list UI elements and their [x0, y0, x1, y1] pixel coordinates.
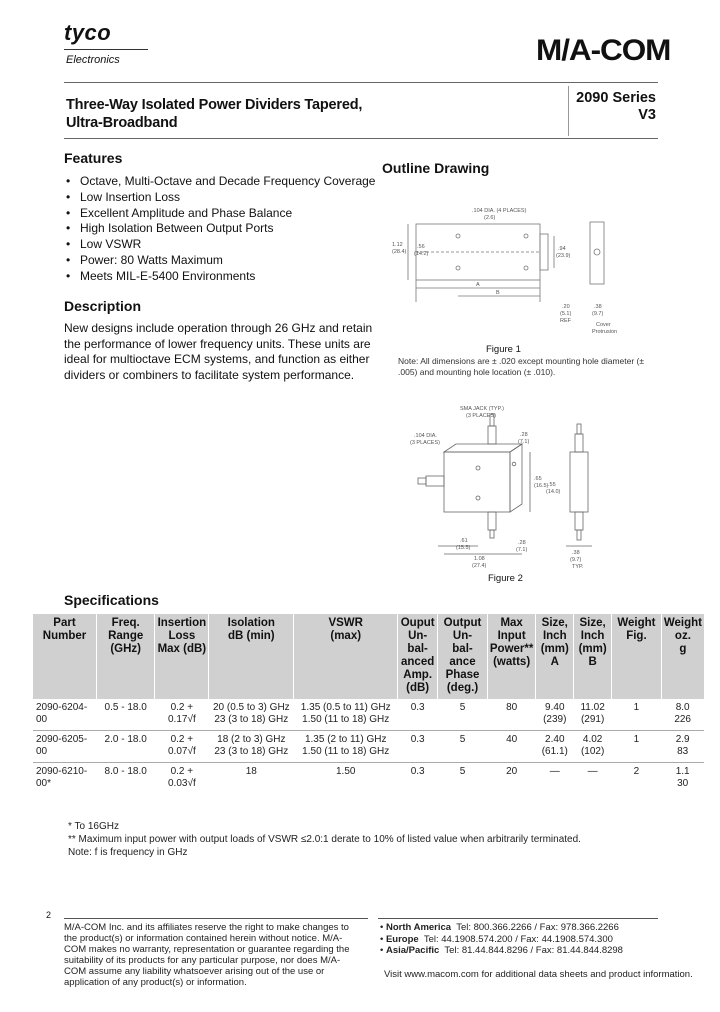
fig2-top-face: [444, 444, 522, 452]
fig2-hole-places: (3 PLACES): [410, 440, 440, 446]
cell-weight-oz: 1.1 30: [661, 763, 704, 795]
fig2-connector-bottom: [488, 512, 496, 530]
contact-text: Tel: 44.1908.574.200 / Fax: 44.1908.574.300: [423, 933, 613, 945]
contact-region: North America: [385, 922, 452, 933]
fig1-hole: [456, 266, 460, 270]
tyco-logo-subtitle: Electronics: [66, 54, 120, 66]
contact-north-america: • North America Tel: 800.366.2266 / Fax: 978.366.2266: [380, 922, 619, 933]
outline-figure-1: [392, 202, 652, 340]
fig1-dim3: .94: [558, 246, 566, 252]
cell-part-number: 2090-6210-00*: [33, 763, 96, 795]
fig1-protrusion-2: Protrusion: [592, 329, 618, 335]
col-unbalance-phase: Output Un- bal- ance Phase (deg.): [438, 614, 488, 699]
fig2-sma-label: SMA JACK (TYP.): [460, 406, 504, 412]
contact-text: Tel: 81.44.844.8296 / Fax: 81.44.844.8298: [444, 945, 623, 956]
description-text: New designs include operation through 26 GHz and retain the performance of lower frequency units. These units are ideal for multioctave ECM systems, and function as either dividers or combiners to facilitate system performance.: [64, 321, 373, 382]
contact-text: Tel: 800.366.2266 / Fax: 978.366.2266: [456, 922, 619, 933]
series-version: V3: [638, 107, 656, 123]
fig2-d6-mm: (7.1): [516, 547, 528, 553]
page-number: 2: [46, 910, 52, 920]
feature-text: Octave, Multi-Octave and Decade Frequency Coverage: [80, 174, 376, 188]
figure-1-caption: Figure 1: [486, 344, 521, 355]
feature-text: Excellent Amplitude and Phase Balance: [80, 205, 293, 220]
feature-item: [64, 190, 375, 206]
col-isolation: Isolation dB (min): [209, 614, 294, 699]
cell-insertion-loss: 0.2 + 0.07√f: [155, 731, 209, 763]
cell-insertion-loss: 0.2 + 0.17√f: [168, 702, 196, 725]
fig1-protrusion-1: Cover: [596, 322, 611, 328]
feature-text: Meets MIL-E-5400 Environments: [80, 268, 256, 283]
fig2-connector-top: [488, 426, 496, 444]
cell-part-number: 2090-6205-00: [33, 731, 96, 763]
feature-text: Low Insertion Loss: [80, 189, 181, 204]
fig2-sma-places: (3 PLACES): [466, 413, 496, 419]
footer-rule-left: [64, 918, 368, 919]
fig1-cover: [540, 234, 548, 270]
fig2-d4: .61: [460, 538, 468, 544]
fig1-dim1-mm: (28.4): [392, 249, 407, 255]
fig1-dim3-mm: (23.9): [556, 253, 571, 259]
cell-isolation: 20 (0.5 to 3) GHz 23 (3 to 18) GHz: [212, 702, 290, 725]
cell-vswr: 1.35 (0.5 to 11) GHz 1.50 (11 to 18) GHz: [300, 702, 391, 725]
footer-rule-right: [378, 918, 658, 919]
note-2: ** Maximum input power with output loads of VSWR ≤2.0:1 derate to 10% of listed value when arbitrarily terminated.: [68, 834, 581, 845]
feature-item: [64, 253, 375, 269]
cell-part-number: 2090-6204-00: [36, 702, 88, 725]
specifications-heading: Specifications: [64, 592, 159, 608]
series-name: 2090 Series: [576, 90, 656, 106]
footer-contacts: [380, 922, 623, 957]
col-part-number: Part Number: [33, 614, 96, 699]
col-freq-range: Freq. Range (GHz): [96, 614, 154, 699]
cell-isolation: 18 (2 to 3) GHz 23 (3 to 18) GHz: [209, 731, 294, 763]
tyco-logo: tyco: [64, 20, 112, 45]
cell-size-a: 2.40 (61.1): [536, 731, 574, 763]
bullet-icon: •: [66, 221, 71, 236]
header-divider: [64, 82, 658, 83]
bullet-icon: •: [66, 252, 71, 267]
fig2-d1-mm: (7.1): [518, 439, 530, 445]
series-label: [576, 90, 656, 124]
col-insertion-loss: Insertion Loss Max (dB): [155, 614, 209, 699]
table-row: [33, 731, 704, 763]
fig2-hole-label: .104 DIA.: [414, 433, 437, 439]
specifications-table: [33, 614, 704, 794]
cell-size-b: 11.02 (291): [580, 702, 605, 725]
col-weight-fig: Weight Fig.: [612, 614, 662, 699]
contact-region: Asia/Pacific: [385, 945, 440, 956]
fig2-d7-mm: (9.7): [570, 557, 582, 563]
page-title: [66, 96, 406, 132]
fig1-dim-b: B: [496, 290, 500, 296]
fig2-d1: .28: [520, 432, 528, 438]
note-1: * To 16GHz: [68, 821, 119, 832]
fig2-front-face: [444, 452, 510, 512]
feature-item: [64, 206, 375, 222]
fig1-dim4-mm: (5.1): [560, 311, 572, 317]
fig2-d3-mm: (14.0): [546, 489, 561, 495]
cell-size-b: —: [574, 763, 612, 795]
contact-asia-pacific: • Asia/Pacific Tel: 81.44.844.8296 / Fax: 81.44.844.8298: [380, 945, 623, 956]
col-vswr: VSWR (max): [294, 614, 398, 699]
outline-figure-2: [398, 404, 660, 570]
cell-power: 20: [487, 763, 535, 795]
col-size-b: Size, Inch (mm) B: [574, 614, 612, 699]
fig2-d2: .65: [534, 476, 542, 482]
table-header-row: [33, 614, 704, 699]
fig2-d7: .38: [572, 550, 580, 556]
footer-disclaimer: M/A-COM Inc. and its affiliates reserve the right to make changes to the product(s) or information contained herein without notice. M/A-COM makes no warranty, representation or guarantee regarding the suitability of its products for any particular purpose, nor does M/A-COM assume any liability whatsoever arising out of the use or application of any product(s) or information.: [64, 922, 350, 988]
fig2-connector-left: [426, 476, 444, 486]
col-size-a: Size, Inch (mm) A: [536, 614, 574, 699]
contact-europe: • Europe Tel: 44.1908.574.200 / Fax: 44.1908.574.300: [380, 933, 613, 945]
contact-region: Europe: [385, 933, 419, 945]
fig2-d6: .28: [518, 540, 526, 546]
fig2-side-face: [510, 444, 522, 512]
outline-heading: Outline Drawing: [382, 160, 490, 176]
fig2-d5: 1.08: [474, 556, 485, 562]
table-row: [33, 763, 704, 795]
bullet-icon: •: [66, 205, 71, 220]
feature-item: [64, 237, 375, 253]
feature-text: Low VSWR: [80, 237, 142, 252]
feature-text: Power: 80 Watts Maximum: [80, 252, 223, 267]
fig1-dim-a: A: [476, 282, 480, 288]
cell-insertion-loss: 0.2 + 0.03√f: [155, 763, 209, 795]
features-heading: Features: [64, 150, 123, 166]
cell-weight-fig: 2: [612, 763, 662, 795]
cell-phase: 5: [438, 763, 488, 795]
fig1-ref: REF: [560, 318, 571, 324]
cell-size-a: —: [536, 763, 574, 795]
macom-logo: M/A-COM: [536, 34, 671, 67]
cell-vswr: 1.35 (2 to 11) GHz 1.50 (11 to 18) GHz: [294, 731, 398, 763]
cell-size-b: 4.02 (102): [574, 731, 612, 763]
fig2-d3: .55: [548, 482, 556, 488]
fig1-dim2-mm: (14.2): [414, 251, 429, 257]
cell-weight-oz: 8.0 226: [674, 702, 691, 725]
fig1-dim5: .38: [594, 304, 602, 310]
cell-isolation: 18: [209, 763, 294, 795]
cell-weight-oz: 2.9 83: [661, 731, 704, 763]
logo-rule: [64, 49, 148, 50]
fig1-dim2: .56: [417, 244, 425, 250]
fig2-d5-mm: (27.4): [472, 563, 487, 569]
col-max-power: Max Input Power** (watts): [487, 614, 535, 699]
title-line-2: Ultra-Broadband: [66, 115, 178, 131]
features-list: [64, 174, 375, 285]
specification-notes: [68, 820, 581, 859]
feature-item: [64, 221, 375, 237]
title-line-1: Three-Way Isolated Power Dividers Tapered,: [66, 97, 363, 113]
cell-size-a: 9.40 (239): [543, 702, 567, 725]
bullet-icon: •: [66, 268, 71, 283]
figure-2-caption: Figure 2: [488, 573, 523, 584]
feature-item: [64, 174, 375, 190]
cell-freq: 8.0 - 18.0: [96, 763, 154, 795]
fig1-hole-label: .104 DIA. (4 PLACES): [472, 208, 527, 214]
fig1-dim1: 1.12: [392, 242, 403, 248]
fig1-dim5-mm: (9.7): [592, 311, 604, 317]
col-weight-oz: Weight oz. g: [661, 614, 704, 699]
cell-phase: 5: [459, 702, 466, 713]
cell-amp: 0.3: [398, 763, 438, 795]
fig1-side-view: [590, 222, 604, 284]
feature-text: High Isolation Between Output Ports: [80, 221, 274, 236]
fig1-hole: [524, 266, 528, 270]
cell-power: 80: [506, 702, 518, 713]
fig1-hole-mm: (2.6): [484, 215, 496, 221]
series-box: [568, 86, 658, 136]
bullet-icon: •: [66, 237, 71, 252]
cell-freq: 2.0 - 18.0: [96, 731, 154, 763]
cell-amp: 0.3: [398, 731, 438, 763]
figure-1-note: Note: All dimensions are ± .020 except mounting hole diameter (± .005) and mounting hole location (± .010).: [398, 356, 645, 377]
title-divider: [64, 138, 658, 139]
note-3: Note: f is frequency in GHz: [68, 847, 188, 858]
footer-visit-link[interactable]: Visit www.macom.com for additional data sheets and product information.: [384, 969, 693, 980]
fig2-d4-mm: (15.5): [456, 545, 471, 551]
bullet-icon: •: [66, 174, 71, 188]
fig2-d2-mm: (16.5): [534, 483, 549, 489]
feature-item: [64, 269, 375, 285]
bullet-icon: •: [66, 189, 71, 204]
cell-freq: 0.5 - 18.0: [104, 702, 147, 713]
description-heading: Description: [64, 298, 142, 314]
cell-phase: 5: [438, 731, 488, 763]
fig1-dim4: .20: [562, 304, 570, 310]
cell-weight-fig: 1: [612, 731, 662, 763]
cell-vswr: 1.50: [294, 763, 398, 795]
cell-power: 40: [487, 731, 535, 763]
fig2-typ: TYP.: [572, 564, 584, 570]
cell-amp: 0.3: [410, 702, 425, 713]
fig1-hole: [524, 234, 528, 238]
table-row: [33, 699, 704, 731]
fig1-hole: [456, 234, 460, 238]
col-unbalanced-amp: Ouput Un- bal- anced Amp. (dB): [398, 614, 438, 699]
fig2-side-view: [570, 452, 588, 512]
cell-weight-fig: 1: [633, 702, 640, 713]
